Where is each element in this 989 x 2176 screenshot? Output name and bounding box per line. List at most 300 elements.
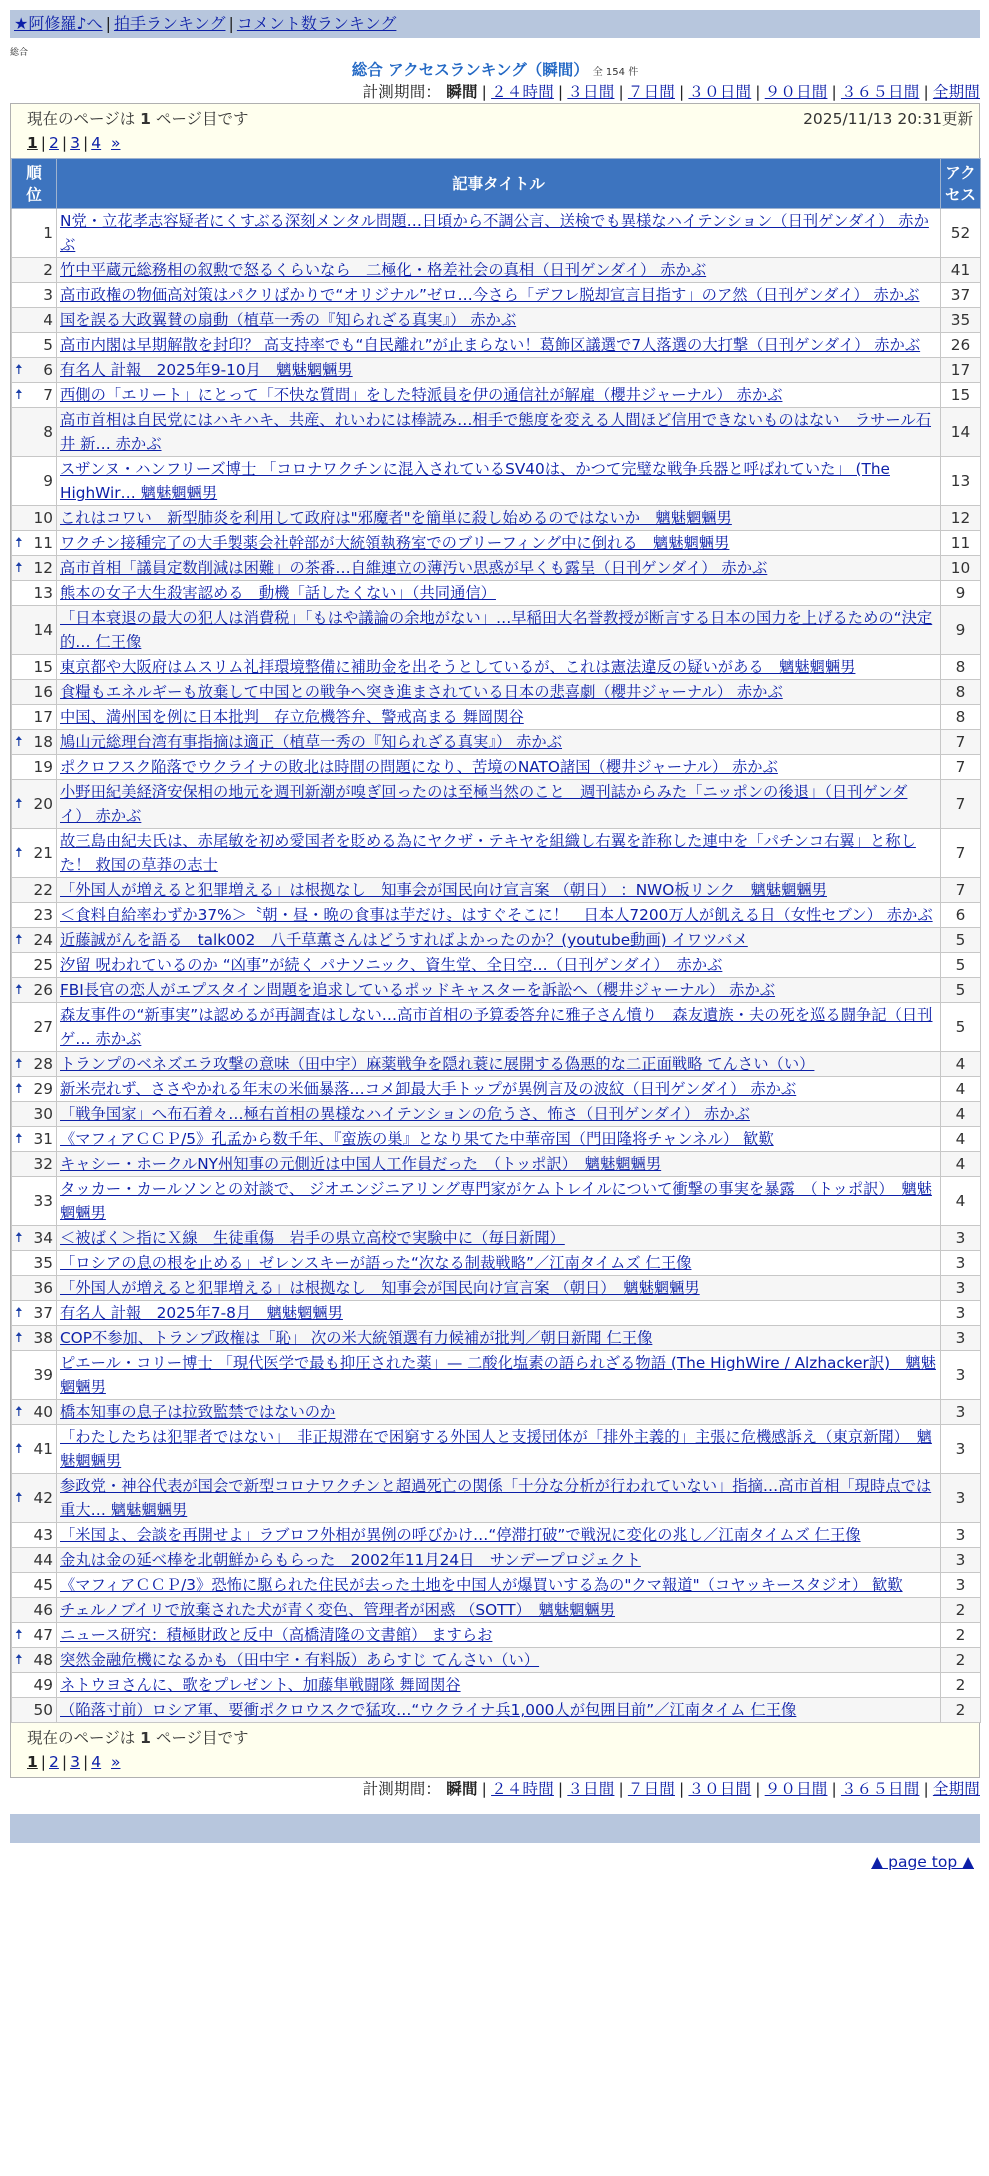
table-row <box>12 408 981 457</box>
access-count: 52 <box>941 209 981 258</box>
page-top-link[interactable]: ▲ page top ▲ <box>871 1853 974 1871</box>
article-title-link[interactable]: 汐留 呪われているのか “凶事”が続く パナソニック、資生堂、全日空…（日刊ゲンダイ） 赤かぶ <box>60 956 723 974</box>
period-selector-top <box>10 81 980 103</box>
period-link-365d[interactable]: ３６５日間 <box>840 1780 920 1798</box>
title-cell <box>57 506 941 531</box>
article-title-link[interactable]: 鳩山元総理台湾有事指摘は適正（植草一秀の『知られざる真実』） 赤かぶ <box>60 733 563 751</box>
article-title-link[interactable]: 東京都や大阪府はムスリム礼拝環境整備に補助金を出そうとしているが、これは憲法違反の疑いがある 魑魅魍魎男 <box>60 658 856 676</box>
article-title-link[interactable]: 高市首相は自民党にはハキハキ、共産、れいわには棒読み…相手で態度を変える人間ほど信用できないものはない ラサール石井 新… 赤かぶ <box>60 411 932 453</box>
access-count: 4 <box>941 1127 981 1152</box>
article-title-link[interactable]: （陥落寸前）ロシア軍、要衝ポクロウスクで猛攻…“ウクライナ兵1,000人が包囲目前”／江南タイム 仁王像 <box>60 1701 797 1719</box>
article-title-link[interactable]: 故三島由紀夫氏は、赤尾敏を初め愛国者を貶める為にヤクザ・テキヤを組織し右翼を詐称した連中を「パチンコ右翼」と称した！ 救国の草莽の志士 <box>60 832 916 874</box>
title-cell <box>57 878 941 903</box>
rank-cell <box>12 755 57 780</box>
access-count: 7 <box>941 829 981 878</box>
pager-current-1: 1 <box>27 1753 38 1771</box>
access-count: 37 <box>941 283 981 308</box>
article-title-link[interactable]: 《マフィアＣＣＰ/3》恐怖に駆られた住民が去った土地を中国人が爆買いする為の"クマ報道"（コヤッキースタジオ） 歓歎 <box>60 1576 903 1594</box>
article-title-link[interactable]: ネトウヨさんに、歌をプレゼント、加藤隼戦闘隊 舞岡関谷 <box>60 1676 461 1694</box>
current-page-text-bottom <box>27 1726 971 1750</box>
header-access-text: アクセス <box>944 163 976 204</box>
rank-number: 23 <box>33 906 53 924</box>
rank-number: 15 <box>33 658 53 676</box>
rank-up-arrow-icon: 🠅 <box>15 1081 23 1097</box>
rank-number: 43 <box>33 1526 53 1544</box>
rank-number: 44 <box>33 1551 53 1569</box>
rank-cell <box>12 705 57 730</box>
table-row <box>12 878 981 903</box>
article-title-link[interactable]: 高市内閣は早期解散を封印？ 高支持率でも“自民離れ”が止まらない！葛飾区議選で7人落選の大打撃（日刊ゲンダイ） 赤かぶ <box>60 336 921 354</box>
article-title-link[interactable]: ワクチン接種完了の大手製薬会社幹部が大統領執務室でのブリーフィング中に倒れる 魑魅魍魎男 <box>60 534 730 552</box>
table-row <box>12 755 981 780</box>
access-count: 4 <box>941 1077 981 1102</box>
rank-cell <box>12 1127 57 1152</box>
table-row <box>12 1326 981 1351</box>
table-row <box>12 457 981 506</box>
rank-number: 28 <box>33 1055 53 1073</box>
title-cell <box>57 1474 941 1523</box>
article-title-link[interactable]: 「日本衰退の最大の犯人は消費税」「もはや議論の余地がない」…早稲田大名誉教授が断言する日本の国力を上げるための“決定的… 仁王像 <box>60 609 933 651</box>
rank-number: 4 <box>43 311 53 329</box>
period-separator: | <box>481 1780 488 1798</box>
rank-cell <box>12 308 57 333</box>
article-title-link[interactable]: 「わたしたちは犯罪者ではない」 非正規滞在で困窮する外国人と支援団体が「排外主義的」主張に危機感訴え（東京新聞） 魑魅魍魎男 <box>60 1428 932 1470</box>
period-separator: | <box>557 1780 564 1798</box>
table-row <box>12 1152 981 1177</box>
rank-number: 37 <box>33 1304 53 1322</box>
article-title-link[interactable]: ニュース研究：積極財政と反中（高橋清隆の文書館） ますらお <box>60 1626 493 1644</box>
table-row <box>12 531 981 556</box>
rank-cell <box>12 1326 57 1351</box>
title-cell <box>57 358 941 383</box>
rank-cell <box>12 978 57 1003</box>
article-title-link[interactable]: スザンヌ・ハンフリーズ博士 「コロナワクチンに混入されているSV40は、かつて完璧な戦争兵器と呼ばれていた」 (The HighWir… 魑魅魍魎男 <box>60 460 890 502</box>
rank-up-arrow-icon: 🠅 <box>15 1230 23 1246</box>
table-row <box>12 1598 981 1623</box>
rank-number: 7 <box>43 386 53 404</box>
article-title-link[interactable]: 森友事件の“新事実”は認めるが再調査はしない…高市首相の予算委答弁に雅子さん憤り 森友遺族・夫の死を巡る闘争記（日刊ゲ… 赤かぶ <box>60 1006 933 1048</box>
page-info-prefix: 現在のページは <box>27 1729 141 1747</box>
article-title-link[interactable]: 国を誤る大政翼賛の扇動（植草一秀の『知られざる真実』） 赤かぶ <box>60 311 517 329</box>
rank-number: 36 <box>33 1279 53 1297</box>
table-row <box>12 1003 981 1052</box>
access-count: 3 <box>941 1301 981 1326</box>
pager-link-3[interactable]: 3 <box>70 134 81 152</box>
table-row <box>12 258 981 283</box>
title-cell <box>57 1326 941 1351</box>
access-count: 9 <box>941 606 981 655</box>
title-cell <box>57 1623 941 1648</box>
access-count: 15 <box>941 383 981 408</box>
rank-cell <box>12 1523 57 1548</box>
title-cell <box>57 308 941 333</box>
rank-number: 10 <box>33 509 53 527</box>
rank-cell <box>12 1177 57 1226</box>
rank-cell <box>12 556 57 581</box>
rank-number: 11 <box>33 534 53 552</box>
access-count: 11 <box>941 531 981 556</box>
table-row <box>12 1673 981 1698</box>
period-current: 瞬間 <box>446 1780 478 1798</box>
title-cell <box>57 978 941 1003</box>
table-row <box>12 1648 981 1673</box>
access-count: 3 <box>941 1326 981 1351</box>
article-title-link[interactable]: ポクロフスク陥落でウクライナの敗北は時間の問題になり、苦境のNATO諸国（櫻井ジャーナル） 赤かぶ <box>60 758 778 776</box>
pager-separator: | <box>61 134 68 152</box>
access-count: 3 <box>941 1573 981 1598</box>
title-cell <box>57 655 941 680</box>
rank-up-arrow-icon: 🠅 <box>15 1330 23 1346</box>
article-title-link[interactable]: キャシー・ホークルNY州知事の元側近は中国人工作員だった （トッポ訳） 魑魅魍魎男 <box>60 1155 662 1173</box>
rank-cell <box>12 1251 57 1276</box>
title-cell <box>57 581 941 606</box>
access-count: 3 <box>941 1548 981 1573</box>
article-title-link[interactable]: 有名人 計報 2025年7-8月 魑魅魍魎男 <box>60 1304 343 1322</box>
period-current: 瞬間 <box>446 83 478 101</box>
access-count: 3 <box>941 1400 981 1425</box>
access-count: 3 <box>941 1226 981 1251</box>
table-row <box>12 705 981 730</box>
rank-cell <box>12 1400 57 1425</box>
rank-cell <box>12 1648 57 1673</box>
title-cell <box>57 1548 941 1573</box>
rank-number: 1 <box>43 224 53 242</box>
title-cell <box>57 730 941 755</box>
rank-number: 25 <box>33 956 53 974</box>
page-info-bottom <box>11 1723 979 1777</box>
access-count: 6 <box>941 903 981 928</box>
article-title-link[interactable]: 《マフィアＣＣＰ/5》孔孟から数千年、『蛮族の巣』となり果てた中華帝国（門田隆将チャンネル） 歓歎 <box>60 1130 774 1148</box>
table-row <box>12 829 981 878</box>
rank-cell <box>12 1598 57 1623</box>
rank-cell <box>12 780 57 829</box>
period-link-30d[interactable]: ３０日間 <box>688 83 752 101</box>
pager-next-link[interactable]: » <box>110 134 121 152</box>
ranking-title <box>10 60 980 81</box>
period-separator: | <box>618 1780 624 1798</box>
rank-up-arrow-icon: 🠅 <box>15 1404 23 1420</box>
page-info-prefix: 現在のページは <box>27 110 141 128</box>
page-wrapper <box>10 10 989 1875</box>
rank-cell <box>12 457 57 506</box>
table-row <box>12 1276 981 1301</box>
article-title-link[interactable]: 西側の「エリート」にとって「不快な質問」をした特派員を伊の通信社が解雇（櫻井ジャーナル） 赤かぶ <box>60 386 783 404</box>
period-link-30d[interactable]: ３０日間 <box>688 1780 752 1798</box>
article-title-link[interactable]: 高市首相「議員定数削減は困難」の茶番…自維連立の薄汚い思惑が早くも露呈（日刊ゲンダイ） 赤かぶ <box>60 559 768 577</box>
table-row <box>12 1102 981 1127</box>
table-row <box>12 1077 981 1102</box>
period-separator: | <box>481 83 488 101</box>
access-count: 2 <box>941 1698 981 1723</box>
title-cell <box>57 1276 941 1301</box>
title-cell <box>57 1523 941 1548</box>
period-link-24h[interactable]: ２４時間 <box>491 1780 554 1798</box>
access-count: 7 <box>941 730 981 755</box>
article-title-link[interactable]: N党・立花孝志容疑者にくすぶる深刻メンタル問題…日頃から不調公言、送検でも異様なハイテンション（日刊ゲンダイ） 赤かぶ <box>60 212 929 254</box>
table-row <box>12 209 981 258</box>
rank-number: 39 <box>33 1366 53 1384</box>
rank-cell <box>12 506 57 531</box>
updated-timestamp: 2025/11/13 20:31更新 <box>803 110 973 128</box>
title-cell <box>57 1226 941 1251</box>
rank-cell <box>12 1425 57 1474</box>
nav-separator: | <box>228 14 234 33</box>
article-title-link[interactable]: 「ロシアの息の根を止める」ゼレンスキーが語った“次なる制裁戦略”／江南タイムズ 仁王像 <box>60 1254 692 1272</box>
rank-number: 48 <box>33 1651 53 1669</box>
pager-separator: | <box>83 1753 89 1771</box>
rank-number: 14 <box>33 621 53 639</box>
period-separator: | <box>755 1780 761 1798</box>
period-link-7d[interactable]: ７日間 <box>627 83 675 101</box>
access-count: 26 <box>941 333 981 358</box>
rank-cell <box>12 730 57 755</box>
pager-current-1: 1 <box>27 134 38 152</box>
pager-top <box>27 131 971 155</box>
title-cell <box>57 1598 941 1623</box>
rank-cell <box>12 1673 57 1698</box>
article-title-link[interactable]: 竹中平蔵元総務相の叙勲で怒るくらいなら 二極化・格差社会の真相（日刊ゲンダイ） 赤かぶ <box>60 261 707 279</box>
period-link-all[interactable]: 全期間 <box>932 83 980 101</box>
access-count: 5 <box>941 928 981 953</box>
rank-up-arrow-icon: 🠅 <box>15 535 23 551</box>
period-link-all[interactable]: 全期間 <box>932 1780 980 1798</box>
title-cell <box>57 1351 941 1400</box>
title-cell <box>57 1251 941 1276</box>
rank-cell <box>12 1052 57 1077</box>
article-title-link[interactable]: 新米売れず、ささやかれる年末の米価暴落…コメ卸最大手トップが異例言及の波紋（日刊ゲンダイ） 赤かぶ <box>60 1080 797 1098</box>
table-row <box>12 283 981 308</box>
page-top-row <box>10 1849 980 1875</box>
rank-cell <box>12 383 57 408</box>
title-cell <box>57 1127 941 1152</box>
access-count: 13 <box>941 457 981 506</box>
total-count: 全 154 件 <box>592 67 639 78</box>
table-row <box>12 1177 981 1226</box>
period-separator: | <box>923 1780 929 1798</box>
pager-link-4[interactable]: 4 <box>91 134 102 152</box>
table-row <box>12 1301 981 1326</box>
article-title-link[interactable]: 突然金融危機になるかも（田中宇・有料版）あらすじ てんさい（い） <box>60 1651 540 1669</box>
pager-separator: | <box>83 134 89 152</box>
article-title-link[interactable]: ＜食料自給率わずか37%＞〝朝・昼・晩の食事は芋だけ〟はすぐそこに！ 日本人7200万人が飢える日（女性セブン） 赤かぶ <box>60 906 933 924</box>
table-row <box>12 680 981 705</box>
rank-number: 30 <box>33 1105 53 1123</box>
access-count: 3 <box>941 1474 981 1523</box>
section-label: 総合 <box>10 48 29 58</box>
article-title-link[interactable]: COP不参加、トランプ政権は「恥」 次の米大統領選有力候補が批判／朝日新聞 仁王像 <box>60 1329 653 1347</box>
rank-cell <box>12 258 57 283</box>
title-cell <box>57 1152 941 1177</box>
article-title-link[interactable]: 近藤誠がんを語る talk002 八千草薫さんはどうすればよかったのか？(youtube動画) イワツバメ <box>60 931 748 949</box>
pager-link-2[interactable]: 2 <box>49 134 59 152</box>
article-title-link[interactable]: 金丸は金の延べ棒を北朝鮮からもらった 2002年11月24日 サンデープロジェクト <box>60 1551 641 1569</box>
rank-up-arrow-icon: 🠅 <box>15 1627 23 1643</box>
table-row <box>12 556 981 581</box>
rank-number: 41 <box>33 1440 53 1458</box>
title-cell <box>57 1177 941 1226</box>
comment-ranking-link[interactable]: コメント数ランキング <box>236 14 397 33</box>
rank-cell <box>12 581 57 606</box>
period-label: 計測期間： <box>362 1780 442 1798</box>
rank-number: 38 <box>33 1329 53 1347</box>
article-title-link[interactable]: 「米国よ、会談を再開せよ」ラブロフ外相が異例の呼びかけ…“停滞打破”で戦況に変化の兆し／江南タイムズ 仁王像 <box>60 1526 861 1544</box>
access-count: 35 <box>941 308 981 333</box>
title-cell <box>57 780 941 829</box>
rank-cell <box>12 1003 57 1052</box>
table-row <box>12 1425 981 1474</box>
period-separator: | <box>831 1780 837 1798</box>
title-cell <box>57 1698 941 1723</box>
rank-number: 46 <box>33 1601 53 1619</box>
rank-number: 19 <box>33 758 53 776</box>
title-cell <box>57 457 941 506</box>
period-link-90d[interactable]: ９０日間 <box>764 1780 828 1798</box>
period-separator: | <box>831 83 837 101</box>
title-cell <box>57 1573 941 1598</box>
title-cell <box>57 755 941 780</box>
rank-number: 5 <box>43 336 53 354</box>
table-row <box>12 730 981 755</box>
period-link-3d[interactable]: ３日間 <box>567 1780 615 1798</box>
table-row <box>12 1523 981 1548</box>
ranking-table <box>11 158 981 1723</box>
period-separator: | <box>679 83 685 101</box>
access-count: 5 <box>941 953 981 978</box>
article-title-link[interactable]: 参政党・神谷代表が国会で新型コロナワクチンと超過死亡の関係「十分な分析が行われていない」指摘…高市首相「現時点では重大… 魑魅魍魎男 <box>60 1477 932 1519</box>
article-title-link[interactable]: 食糧もエネルギーも放棄して中国との戦争へ突き進まされている日本の悲喜劇（櫻井ジャーナル） 赤かぶ <box>60 683 783 701</box>
period-link-90d[interactable]: ９０日間 <box>764 83 828 101</box>
rank-number: 13 <box>33 584 53 602</box>
title-cell <box>57 408 941 457</box>
rank-number: 18 <box>33 733 53 751</box>
ranking-box <box>10 103 980 1778</box>
rank-cell <box>12 1573 57 1598</box>
table-row <box>12 308 981 333</box>
access-count: 3 <box>941 1251 981 1276</box>
table-row <box>12 1400 981 1425</box>
title-cell <box>57 606 941 655</box>
period-separator: | <box>755 83 761 101</box>
access-count: 14 <box>941 408 981 457</box>
rank-cell <box>12 928 57 953</box>
pager-separator: | <box>40 134 47 152</box>
article-title-link[interactable]: ＜被ばく＞指にＸ線 生徒重傷 岩手の県立高校で実験中に（毎日新聞） <box>60 1229 565 1247</box>
rank-cell <box>12 283 57 308</box>
clap-ranking-link[interactable]: 拍手ランキング <box>113 14 226 33</box>
article-title-link[interactable]: 小野田紀美経済安保相の地元を週刊新潮が嗅ぎ回ったのは至極当然のこと 週刊誌からみた「ニッポンの後退」（日刊ゲンダイ） 赤かぶ <box>60 783 908 825</box>
period-selector-bottom <box>10 1778 980 1800</box>
rank-cell <box>12 1276 57 1301</box>
rank-cell <box>12 209 57 258</box>
period-label: 計測期間： <box>362 83 442 101</box>
article-title-link[interactable]: 「戦争国家」へ布石着々…極右首相の異様なハイテンションの危うさ、怖さ（日刊ゲンダイ） 赤かぶ <box>60 1105 750 1123</box>
rank-number: 3 <box>43 286 53 304</box>
title-cell <box>57 1673 941 1698</box>
access-count: 4 <box>941 1177 981 1226</box>
rank-cell <box>12 1351 57 1400</box>
period-link-365d[interactable]: ３６５日間 <box>840 83 920 101</box>
bottom-bar <box>10 1814 980 1843</box>
article-title-link[interactable]: 中国、満州国を例に日本批判 存立危機答弁、警戒高まる 舞岡関谷 <box>60 708 524 726</box>
rank-cell <box>12 680 57 705</box>
rank-up-arrow-icon: 🠅 <box>15 560 23 576</box>
article-title-link[interactable]: チェルノブイリで放棄された犬が青く変色、管理者が困惑 （SOTT） 魑魅魍魎男 <box>60 1601 616 1619</box>
rank-up-arrow-icon: 🠅 <box>15 1441 23 1457</box>
rank-number: 26 <box>33 981 53 999</box>
article-title-link[interactable]: タッカー・カールソンとの対談で、 ジオエンジニアリング専門家がケムトレイルについて衝撃の事実を暴露 （トッポ訳） 魑魅魍魎男 <box>60 1180 932 1222</box>
page-info-current: 1 <box>140 110 151 128</box>
article-title-link[interactable]: 有名人 計報 2025年9-10月 魑魅魍魎男 <box>60 361 353 379</box>
rank-up-arrow-icon: 🠅 <box>15 982 23 998</box>
home-link[interactable]: ★阿修羅♪へ <box>14 14 103 33</box>
rank-cell <box>12 1077 57 1102</box>
article-title-link[interactable]: 高市政権の物価高対策はパクリばかりで“オリジナル”ゼロ…今さら「デフレ脱却宣言目指す」のア然（日刊ゲンダイ） 赤かぶ <box>60 286 920 304</box>
pager-link-2[interactable]: 2 <box>49 1753 59 1771</box>
rank-number: 33 <box>33 1192 53 1210</box>
rank-cell <box>12 829 57 878</box>
period-link-3d[interactable]: ３日間 <box>567 83 615 101</box>
access-count: 41 <box>941 258 981 283</box>
article-title-link[interactable]: これはコワい 新型肺炎を利用して政府は"邪魔者"を簡単に殺し始めるのではないか 魑魅魍魎男 <box>60 509 732 527</box>
pager-link-3[interactable]: 3 <box>70 1753 81 1771</box>
article-title-link[interactable]: 「外国人が増えると犯罪増える」は根拠なし 知事会が国民向け宣言案 （朝日） ：NWO板リンク 魑魅魍魎男 <box>60 881 827 899</box>
title-cell <box>57 1648 941 1673</box>
article-title-link[interactable]: 熊本の女子大生殺害認める 動機「話したくない」（共同通信） <box>60 584 496 602</box>
title-cell <box>57 705 941 730</box>
rank-up-arrow-icon: 🠅 <box>15 845 23 861</box>
table-row <box>12 1351 981 1400</box>
table-row <box>12 506 981 531</box>
title-cell <box>57 680 941 705</box>
rank-cell <box>12 1623 57 1648</box>
rank-number: 2 <box>43 261 53 279</box>
title-cell <box>57 903 941 928</box>
title-cell <box>57 333 941 358</box>
access-count: 4 <box>941 1152 981 1177</box>
access-count: 2 <box>941 1598 981 1623</box>
access-count: 7 <box>941 780 981 829</box>
access-count: 2 <box>941 1673 981 1698</box>
access-count: 17 <box>941 358 981 383</box>
access-count: 8 <box>941 705 981 730</box>
rank-up-arrow-icon: 🠅 <box>15 1490 23 1506</box>
rank-cell <box>12 953 57 978</box>
rank-cell <box>12 1474 57 1523</box>
period-link-24h[interactable]: ２４時間 <box>491 83 554 101</box>
title-cell <box>57 1301 941 1326</box>
rank-number: 12 <box>33 559 53 577</box>
rank-cell <box>12 333 57 358</box>
article-title-link[interactable]: ピエール・コリー博士 「現代医学で最も抑圧された薬」— 二酸化塩素の語られざる物語 (The HighWire / Alzhacker訳) 魑魅魍魎男 <box>60 1354 936 1396</box>
access-count: 4 <box>941 1102 981 1127</box>
ranking-table-body <box>12 209 981 1723</box>
access-count: 3 <box>941 1351 981 1400</box>
pager-next-link[interactable]: » <box>110 1753 121 1771</box>
pager-link-4[interactable]: 4 <box>91 1753 102 1771</box>
rank-up-arrow-icon: 🠅 <box>15 796 23 812</box>
article-title-link[interactable]: 「外国人が増えると犯罪増える」は根拠なし 知事会が国民向け宣言案 （朝日） 魑魅魍魎男 <box>60 1279 700 1297</box>
article-title-link[interactable]: 橋本知事の息子は拉致監禁ではないのか <box>60 1403 336 1421</box>
article-title-link[interactable]: トランプのベネズエラ攻撃の意味（田中宇）麻薬戦争を隠れ蓑に展開する偽悪的な二正面戦略 てんさい（い） <box>60 1055 815 1073</box>
rank-cell <box>12 1698 57 1723</box>
rank-cell <box>12 606 57 655</box>
period-link-7d[interactable]: ７日間 <box>627 1780 675 1798</box>
rank-number: 47 <box>33 1626 53 1644</box>
rank-number: 34 <box>33 1229 53 1247</box>
rank-number: 32 <box>33 1155 53 1173</box>
table-row <box>12 1573 981 1598</box>
article-title-link[interactable]: FBI長官の恋人がエプスタイン問題を追求しているポッドキャスターを訴訟へ（櫻井ジャーナル） 赤かぶ <box>60 981 776 999</box>
